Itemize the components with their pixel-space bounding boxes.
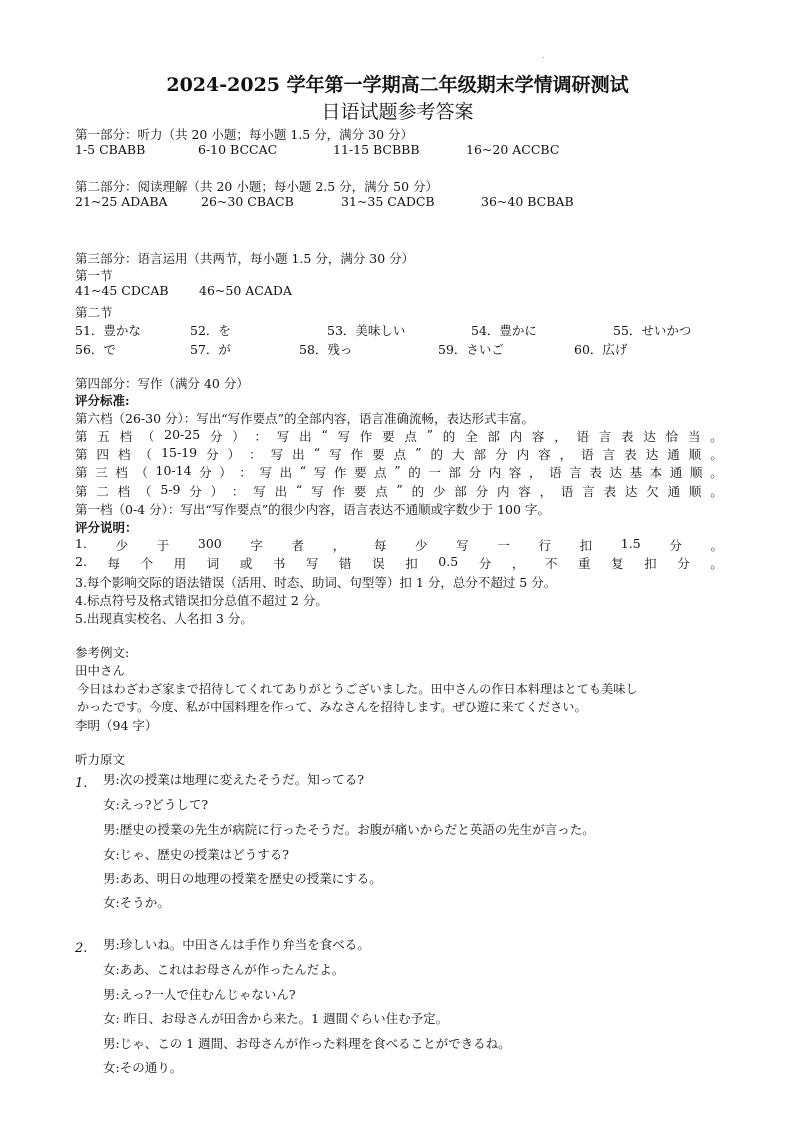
dialog-line: 男:歴史の授業の先生が病院に行ったそうだ。お腹が痛いからだと英語の先生が言った。 xyxy=(103,822,595,837)
grade3-text xyxy=(75,463,723,481)
fill-answer: 54．豊かに xyxy=(471,323,537,338)
spread-token: 出 xyxy=(299,429,312,444)
fill-answer: 55．せいかつ xyxy=(613,323,692,338)
notes-label: 评分说明： xyxy=(75,520,138,535)
spread-token: 一 xyxy=(497,538,510,553)
spread-token: 的 xyxy=(442,429,456,444)
spread-token: “ xyxy=(313,445,321,460)
spread-token: 分 xyxy=(199,465,212,480)
spread-token: 分 xyxy=(206,447,219,462)
spread-token: 言 xyxy=(582,484,595,499)
spread-token: ） xyxy=(219,465,232,480)
spread-token: 写 xyxy=(313,465,327,480)
sample-body-line: 今日はわざわざ家まで招待してくれてありがとうございました。田中さんの作日本料理はとても美味し xyxy=(77,682,638,696)
spread-token: 用 xyxy=(173,556,187,571)
dialog-line: 男:ああ、明日の地理の授業を歴史の授業にする。 xyxy=(103,871,382,886)
spread-token: 容 xyxy=(531,429,545,444)
spread-token: 档 xyxy=(118,447,131,462)
spread-token: 点 xyxy=(374,465,387,480)
part1-answer: 1-5 CBABB xyxy=(75,142,146,157)
sample-salutation: 田中さん xyxy=(75,663,126,678)
spread-token: 的 xyxy=(411,484,425,499)
dialog-line: 女:ああ、これはお母さんが作ったんだよ。 xyxy=(103,962,345,977)
spread-token: 于 xyxy=(156,538,170,553)
part2-answer: 36~40 BCBAB xyxy=(481,194,574,209)
spread-token: 写 xyxy=(253,484,266,499)
spread-token: 或 xyxy=(239,556,253,571)
spread-token: 出 xyxy=(279,465,293,480)
spread-token: 内 xyxy=(516,447,530,462)
spread-token: ） xyxy=(210,484,224,499)
spread-token: 词 xyxy=(206,556,220,571)
note3-text: 3.每个影响交际的语法错误（活用、时态、助词、句型等）扣 1 分，总分不超过 5 分。 xyxy=(75,575,557,590)
fill-answer: 59．さいご xyxy=(438,342,504,357)
part1-answer: 16~20 ACCBC xyxy=(466,142,560,157)
dialog-line: 女: 昨日、お母さんが田舎から来た。1 週間ぐらい住む予定。 xyxy=(103,1011,449,1026)
spread-token: 语 xyxy=(560,484,574,499)
spread-token: 。 xyxy=(710,484,723,499)
spread-token: 一 xyxy=(428,465,441,480)
spread-token: （ xyxy=(135,465,148,480)
spread-token: “ xyxy=(299,463,307,478)
spread-token: 重 xyxy=(577,556,591,571)
spread-token: 容 xyxy=(518,484,531,499)
spread-token: 。 xyxy=(710,429,723,444)
part3-section2-label: 第二节 xyxy=(75,305,113,320)
fill-answer: 57．が xyxy=(190,342,231,357)
spread-token: 300 xyxy=(197,536,222,551)
spread-token: （ xyxy=(138,484,152,499)
spread-token: 写 xyxy=(311,484,324,499)
spread-token: 表 xyxy=(624,447,637,462)
spread-token: 者 xyxy=(291,538,305,553)
spread-token: 错 xyxy=(339,556,352,571)
spread-token: 语 xyxy=(581,447,594,462)
spread-token: 点 xyxy=(393,447,407,462)
spread-token: 误 xyxy=(372,556,385,571)
spread-token: “ xyxy=(295,482,303,497)
spread-token: （ xyxy=(139,447,153,462)
spread-token: 分 xyxy=(478,556,492,571)
spread-token: 第 xyxy=(75,465,88,480)
spread-token: 。 xyxy=(710,538,723,553)
spread-token: 部 xyxy=(487,429,500,444)
spread-token: 通 xyxy=(669,465,683,480)
spread-token: 1.5 xyxy=(620,536,641,551)
spread-token: 分 xyxy=(468,465,482,480)
dialog-line: 女:じゃ、歴史の授業はどうする? xyxy=(103,847,289,862)
grade2-text xyxy=(75,482,723,500)
spread-token: 分 xyxy=(209,429,223,444)
spread-token: 语 xyxy=(576,429,589,444)
spread-token: 分 xyxy=(677,556,690,571)
spread-token: 顺 xyxy=(688,484,702,499)
listening-label: 听力原文 xyxy=(75,752,126,767)
spread-token: 写 xyxy=(456,538,469,553)
grade1-text: 第一档（0-4 分）：写出“写作要点”的很少内容，语言表达不通顺或字数少于 100 字。 xyxy=(75,502,550,517)
spread-token: 扣 xyxy=(579,538,593,553)
spread-token: 写 xyxy=(337,429,351,444)
spread-token: 要 xyxy=(382,429,395,444)
spread-token: 表 xyxy=(603,484,617,499)
spread-token: 写 xyxy=(329,447,342,462)
spread-token: ” xyxy=(394,463,401,478)
dialog-line: 女:そうか。 xyxy=(103,895,170,910)
spread-token: 第 xyxy=(75,447,88,462)
spread-token: 达 xyxy=(609,465,623,480)
spread-token: ” xyxy=(426,427,434,442)
spread-token: 顺 xyxy=(690,465,703,480)
part1-heading: 第一部分：听力（共 20 小题；每小题 1.5 分，满分 30 分） xyxy=(75,127,414,142)
spread-token: 每 xyxy=(107,556,121,571)
spread-token: 20-25 xyxy=(164,427,201,442)
spread-token: 档 xyxy=(117,484,131,499)
spread-token: 基 xyxy=(629,465,643,480)
spread-token: 作 xyxy=(359,429,373,444)
spread-token: 言 xyxy=(602,447,616,462)
spread-token: 第 xyxy=(75,484,88,499)
spread-token: 内 xyxy=(496,484,510,499)
spread-token: 10-14 xyxy=(155,463,192,478)
dialog-number: 1. xyxy=(75,776,88,791)
spread-token: 的 xyxy=(430,447,444,462)
note4-text: 4.标点符号及格式错误扣分总值不超过 2 分。 xyxy=(75,593,328,608)
grade5-text xyxy=(75,427,723,445)
spread-token: 通 xyxy=(667,484,681,499)
spread-token: ： xyxy=(231,484,245,499)
spread-token: 作 xyxy=(333,465,347,480)
part3-answer: 46~50 ACADA xyxy=(199,283,292,298)
spread-token: 表 xyxy=(621,429,634,444)
spread-token: 当 xyxy=(687,429,701,444)
fill-answer: 53．美味しい xyxy=(327,323,406,338)
spread-token: 分 xyxy=(495,447,508,462)
part4-heading: 第四部分：写作（满分 40 分） xyxy=(75,376,249,391)
spread-token: 写 xyxy=(276,429,290,444)
spread-token: ： xyxy=(239,465,252,480)
spread-token: 档 xyxy=(119,429,133,444)
note1-text xyxy=(75,536,723,554)
spread-token: 分 xyxy=(189,484,202,499)
spread-token: ） xyxy=(227,447,241,462)
spread-token: 容 xyxy=(538,447,551,462)
spread-token: 作 xyxy=(332,484,345,499)
spread-token: ” xyxy=(396,482,403,497)
dialog-number: 2. xyxy=(75,941,88,956)
spread-token: 。 xyxy=(710,465,723,480)
spread-token: 扣 xyxy=(405,556,418,571)
part2-heading: 第二部分：阅读理解（共 20 小题；每小题 2.5 分，满分 50 分） xyxy=(75,179,439,194)
spread-token: 少 xyxy=(432,484,446,499)
spread-token: 个 xyxy=(140,556,154,571)
spread-token: 5-9 xyxy=(160,482,181,497)
spread-token: 分 xyxy=(669,538,682,553)
spread-token: （ xyxy=(141,429,155,444)
spread-token: 。 xyxy=(710,447,723,462)
spread-token: ” xyxy=(415,445,422,460)
spread-token: 通 xyxy=(667,447,680,462)
spread-token: 不 xyxy=(544,556,558,571)
spread-token: 言 xyxy=(569,465,582,480)
spread-token: 要 xyxy=(354,465,367,480)
part1-answer: 6-10 BCCAC xyxy=(198,142,278,157)
spread-token: 出 xyxy=(292,447,305,462)
spread-token: 第 xyxy=(75,429,88,444)
spread-token: 恰 xyxy=(665,429,679,444)
spread-token: ， xyxy=(539,484,553,499)
spread-token: 。 xyxy=(710,556,723,571)
dialog-line: 男:次の授業は地理に変えたそうだ。知ってる? xyxy=(103,772,364,787)
spread-token: 欠 xyxy=(646,484,659,499)
spread-token: 全 xyxy=(465,429,478,444)
spread-token: 达 xyxy=(624,484,638,499)
spread-token: 0.5 xyxy=(438,554,459,569)
spread-token: 达 xyxy=(645,447,659,462)
spread-token: ， xyxy=(511,556,525,571)
fill-answer: 56．で xyxy=(75,342,116,357)
grade6-text: 第六档（26-30 分）：写出“写作要点”的全部内容，语言准确流畅，表达形式丰富。 xyxy=(75,411,535,426)
part3-section1-label: 第一节 xyxy=(75,268,113,283)
spread-token: 的 xyxy=(408,465,421,480)
note2-text xyxy=(75,554,723,572)
fill-answer: 51．豊かな xyxy=(75,323,141,338)
fill-answer: 60．広げ xyxy=(574,342,628,357)
spread-token: 部 xyxy=(454,484,467,499)
spread-token: 五 xyxy=(97,429,110,444)
spread-token: 内 xyxy=(509,429,523,444)
spread-token: 言 xyxy=(598,429,612,444)
dialog-line: 女:その通り。 xyxy=(103,1060,183,1075)
part2-answer: 31~35 CADCB xyxy=(341,194,435,209)
criteria-label: 评分标准: xyxy=(75,393,130,408)
spread-token: 顺 xyxy=(688,447,702,462)
spread-token: 要 xyxy=(353,484,367,499)
spread-token: 四 xyxy=(96,447,110,462)
part2-answer: 21~25 ADABA xyxy=(75,194,168,209)
document-subtitle: 日语试题参考答案 xyxy=(321,101,474,123)
spread-token: 写 xyxy=(270,447,284,462)
spread-token: 要 xyxy=(372,447,385,462)
spread-token: 写 xyxy=(305,556,319,571)
spread-token: 三 xyxy=(95,465,108,480)
spread-token: 扣 xyxy=(644,556,657,571)
spread-token: 容 xyxy=(508,465,522,480)
fill-answer: 58．残っ xyxy=(299,342,353,357)
spread-token: 行 xyxy=(538,538,551,553)
part2-answer: 26~30 CBACB xyxy=(201,194,294,209)
spread-token: 部 xyxy=(448,465,462,480)
spread-token: ， xyxy=(332,538,346,553)
spread-token: 二 xyxy=(96,484,109,499)
dialog-line: 男:珍しいね。中田さんは手作り弁当を食べる。 xyxy=(103,937,370,952)
spread-token: 作 xyxy=(350,447,364,462)
spread-token: ， xyxy=(554,429,567,444)
spread-token: 达 xyxy=(643,429,656,444)
spread-token: 档 xyxy=(115,465,128,480)
part3-answer: 41~45 CDCAB xyxy=(75,283,169,298)
sample-label: 参考例文: xyxy=(75,645,130,660)
spread-token: ， xyxy=(559,447,573,462)
spread-token: ， xyxy=(529,465,542,480)
spread-token: 2. xyxy=(75,554,87,569)
spread-token: 复 xyxy=(611,556,624,571)
spread-token: 写 xyxy=(259,465,273,480)
spread-token: 1. xyxy=(75,536,87,551)
spread-token: “ xyxy=(321,427,328,442)
part3-heading: 第三部分：语言运用（共两节，每小题 1.5 分，满分 30 分） xyxy=(75,251,415,266)
spread-token: 书 xyxy=(272,556,286,571)
spread-token: 点 xyxy=(404,429,417,444)
grade4-text xyxy=(75,445,723,463)
spread-token: 每 xyxy=(373,538,387,553)
document-title: 2024-2025 学年第一学期高二年级期末学情调研测试 xyxy=(166,74,629,96)
sample-signature: 李明（94 字） xyxy=(75,718,158,733)
dialog-line: 男:じゃ、この 1 週間、お母さんが作った料理を食べることができるね。 xyxy=(103,1036,511,1051)
dialog-line: 男:えっ?一人で住むんじゃないん? xyxy=(103,987,296,1002)
dialog-line: 女:えっ?どうして? xyxy=(103,797,209,812)
spread-token: 语 xyxy=(549,465,562,480)
spread-token: 分 xyxy=(475,484,489,499)
scan-speck xyxy=(543,57,544,58)
spread-token: 出 xyxy=(274,484,288,499)
sample-body-line: かったです。今度、私が中国料理を作って、みなさんを招待します。ぜひ遊に来てください。 xyxy=(77,700,587,714)
spread-token: 少 xyxy=(415,538,428,553)
spread-token: ： xyxy=(254,429,268,444)
spread-token: 字 xyxy=(250,538,263,553)
spread-token: 点 xyxy=(375,484,388,499)
spread-token: 内 xyxy=(488,465,502,480)
spread-token: 15-19 xyxy=(161,445,198,460)
spread-token: 表 xyxy=(589,465,602,480)
spread-token: ） xyxy=(232,429,245,444)
spread-token: ： xyxy=(249,447,262,462)
spread-token: 部 xyxy=(473,447,487,462)
spread-token: 大 xyxy=(452,447,465,462)
part1-answer: 11-15 BCBBB xyxy=(333,142,420,157)
fill-answer: 52．を xyxy=(190,323,231,338)
note5-text: 5.出现真实校名、人名扣 3 分。 xyxy=(75,611,253,626)
spread-token: 少 xyxy=(115,538,129,553)
spread-token: 本 xyxy=(649,465,663,480)
